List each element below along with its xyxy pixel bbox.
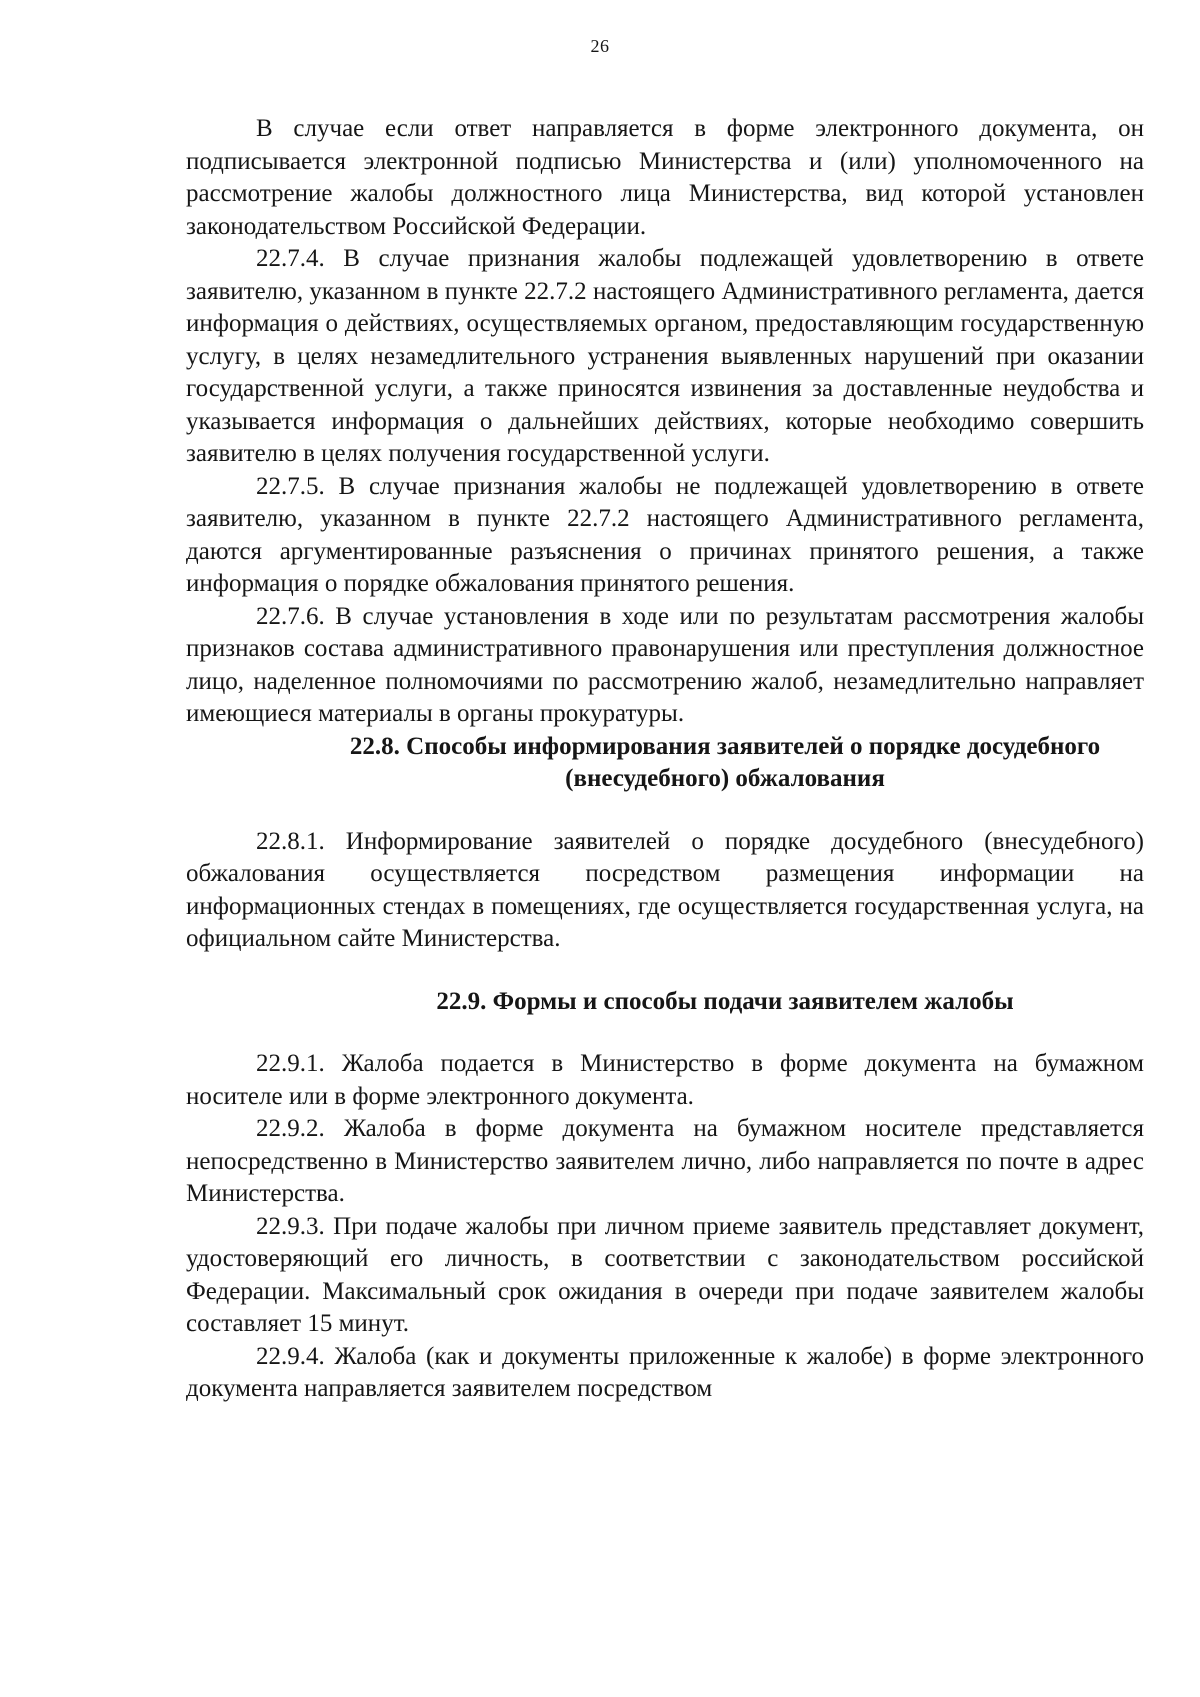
document-body <box>186 113 1144 1406</box>
paragraph-22-9-1: 22.9.1. Жалоба подается в Министерство в форме документа на бумажном носителе или в форме электронного документа. <box>186 1050 1144 1110</box>
page-number: 26 <box>590 36 610 56</box>
paragraph-22-9-4: 22.9.4. Жалоба (как и документы приложенные к жалобе) в форме электронного документа направляется заявителем посредством <box>186 1342 1144 1402</box>
paragraph-22-9-3: 22.9.3. При подаче жалобы при личном приеме заявитель представляет документ, удостоверяющий его личность, в соответствии с законодательством российской Федерации. Максимальный срок ожидания в очереди при подаче заявителем жалобы составляет 15 минут. <box>186 1212 1144 1337</box>
paragraph-22-8-1: 22.8.1. Информирование заявителей о порядке досудебного (внесудебного) обжалования осуществляется посредством размещения информации на информационных стендах в помещениях, где осуществляется государственная услуга, на официальном сайте Министерства. <box>186 827 1144 952</box>
paragraph-22-7-4: 22.7.4. В случае признания жалобы подлежащей удовлетворению в ответе заявителю, указанном в пункте 22.7.2 настоящего Административного регламента, дается информация о действиях, осуществляемых органом, предоставляющим государственную услугу, в целях незамедлительного устранения выявленных нарушений при оказании государственной услуги, а также приносятся извинения за доставленные неудобства и указывается информация о дальнейших действиях, которые необходимо совершить заявителю в целях получения государственной услуги. <box>186 245 1144 467</box>
paragraph-electronic-signature: В случае если ответ направляется в форме электронного документа, он подписывается электронной подписью Министерства и (или) уполномоченного на рассмотрение жалобы должностного лица Министерства, вид которой установлен законодательством Российской Федерации. <box>186 115 1144 240</box>
paragraph-22-7-6: 22.7.6. В случае установления в ходе или по результатам рассмотрения жалобы признаков состава административного правонарушения или преступления должностное лицо, наделенное полномочиями по рассмотрению жалоб, незамедлительно направляет имеющиеся материалы в органы прокуратуры. <box>186 602 1144 727</box>
paragraph-22-9-2: 22.9.2. Жалоба в форме документа на бумажном носителе представляется непосредственно в Министерство заявителем лично, либо направляется по почте в адрес Министерства. <box>186 1115 1144 1207</box>
section-heading-22-9: 22.9. Формы и способы подачи заявителем жалобы <box>436 987 1014 1015</box>
section-heading-22-8: 22.8. Способы информирования заявителей о порядке досудебного (внесудебного) обжалования <box>349 732 1101 792</box>
paragraph-22-7-5: 22.7.5. В случае признания жалобы не подлежащей удовлетворению в ответе заявителю, указанном в пункте 22.7.2 настоящего Административного регламента, даются аргументированные разъяснения о причинах принятого решения, а также информация о порядке обжалования принятого решения. <box>186 472 1144 597</box>
